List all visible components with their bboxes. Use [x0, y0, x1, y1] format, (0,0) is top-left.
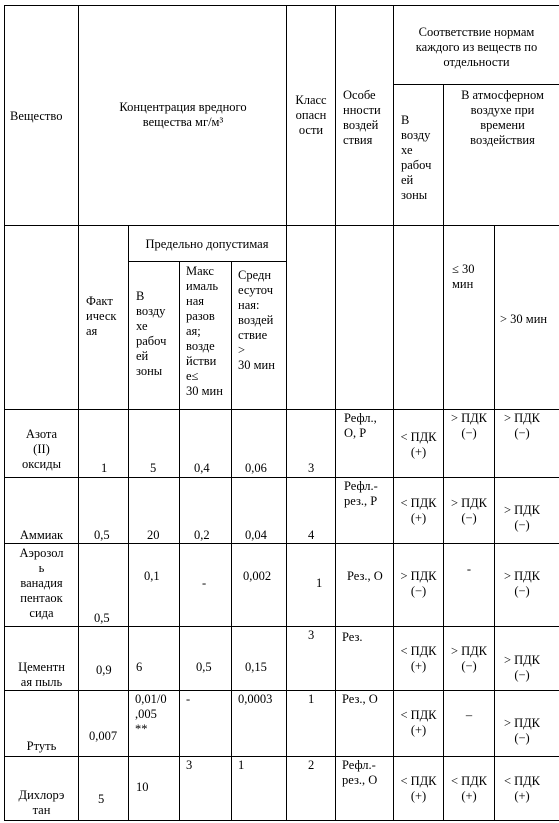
cell-compliance-gt30: > ПДК (−)	[503, 411, 541, 440]
row-line	[4, 409, 559, 410]
cell-max-single: 0,4	[194, 461, 210, 475]
header-pdk: Предельно допустимая	[145, 237, 269, 251]
cell-features: Рез.	[342, 630, 363, 644]
header-pdk-work-zone: В возду хе рабоч ей зоны	[136, 289, 167, 378]
cell-compliance-gt30: > ПДК (−)	[503, 716, 541, 745]
row-line	[4, 543, 559, 544]
cell-work-zone: 0,1	[144, 569, 160, 583]
cell-class: 1	[308, 692, 315, 706]
cell-substance: Аммиак	[19, 528, 64, 542]
cell-class: 3	[308, 461, 315, 475]
header-concentration: Концентрация вредного вещества мг/м³	[119, 100, 247, 129]
col-line	[78, 5, 79, 821]
col-line	[128, 225, 129, 821]
cell-max-single: 0,5	[196, 660, 212, 674]
cell-actual: 0,9	[96, 663, 112, 677]
cell-compliance-le30: –	[465, 708, 473, 722]
cell-compliance-le30: > ПДК (−)	[450, 644, 488, 673]
col-line	[179, 261, 180, 821]
cell-compliance-work: > ПДК (−)	[400, 569, 437, 598]
cell-compliance-le30: > ПДК (−)	[450, 496, 488, 525]
cell-compliance-gt30: > ПДК (−)	[503, 503, 541, 532]
cell-work-zone: 0,01/0 ,005 **	[135, 692, 167, 736]
cell-substance: Азота (II) оксиды	[21, 427, 61, 471]
header-le30: ≤ 30 мин	[452, 262, 475, 291]
table-border-top	[4, 5, 559, 6]
cell-class: 4	[308, 528, 315, 542]
cell-daily-avg: 0,04	[245, 528, 267, 542]
cell-actual: 0,5	[94, 528, 110, 542]
cell-compliance-work: < ПДК (+)	[400, 644, 437, 673]
cell-features: Рефл.- рез., О	[342, 758, 378, 787]
header-daily-avg: Средн есуточ ная: воздей ствие > 30 мин	[238, 268, 275, 372]
table-border-bottom	[4, 820, 559, 821]
cell-daily-avg: 0,06	[245, 461, 267, 475]
header-max-single: Макс ималь ная разов ая; возде йстви e≤ 30 мин	[186, 264, 223, 398]
cell-compliance-gt30: > ПДК (−)	[503, 653, 541, 682]
cell-actual: 0,5	[94, 611, 110, 625]
cell-daily-avg: 0,0003	[238, 692, 273, 706]
cell-compliance-work: < ПДК (+)	[400, 774, 437, 803]
cell-compliance-gt30: < ПДК (+)	[503, 774, 541, 803]
cell-compliance-le30: > ПДК (−)	[450, 411, 488, 440]
header-work-zone-air: В возду хе рабоч ей зоны	[401, 113, 432, 202]
row-line	[128, 261, 286, 262]
header-gt30: > 30 мин	[500, 312, 548, 326]
cell-features: Рефл.- рез., Р	[344, 479, 378, 508]
col-line	[231, 261, 232, 821]
col-line	[4, 5, 5, 821]
cell-work-zone: 20	[147, 528, 160, 542]
row-line	[4, 690, 559, 691]
cell-actual: 1	[101, 461, 108, 475]
row-line	[393, 84, 559, 85]
cell-features: Рез., О	[347, 569, 383, 583]
cell-class: 3	[308, 628, 315, 642]
cell-daily-avg: 0,15	[245, 660, 267, 674]
cell-class: 1	[316, 576, 323, 590]
header-compliance: Соответствие нормам каждого из веществ по отдельности	[415, 25, 538, 69]
cell-substance: Цементн ая пыль	[18, 660, 65, 689]
cell-class: 2	[308, 758, 315, 772]
cell-work-zone: 6	[136, 660, 143, 674]
row-line	[4, 225, 559, 226]
cell-max-single: 0,2	[194, 528, 210, 542]
cell-features: Рефл., О, Р	[344, 411, 377, 440]
cell-compliance-work: < ПДК (+)	[400, 430, 437, 459]
row-line	[4, 626, 559, 627]
cell-compliance-le30: -	[466, 562, 472, 576]
header-features: Особе нности воздей ствия	[343, 88, 381, 147]
cell-daily-avg: 1	[238, 758, 245, 772]
cell-max-single: -	[186, 692, 191, 706]
cell-max-single: -	[202, 576, 207, 590]
cell-substance: Ртуть	[26, 739, 57, 753]
cell-actual: 0,007	[89, 729, 118, 743]
row-line	[4, 756, 559, 757]
header-substance: Вещество	[10, 109, 63, 123]
cell-features: Рез., О	[342, 692, 378, 706]
col-line	[335, 5, 336, 821]
cell-substance: Дихлорэ тан	[18, 788, 65, 817]
cell-work-zone: 5	[150, 461, 157, 475]
cell-compliance-work: < ПДК (+)	[400, 496, 437, 525]
cell-compliance-work: < ПДК (+)	[400, 708, 437, 737]
header-atmo-air: В атмосферном воздухе при времени воздействия	[461, 88, 544, 147]
header-hazard-class: Класс опасн ости	[295, 93, 327, 137]
col-line	[393, 5, 394, 821]
cell-substance: Аэрозол ь ванадия пентаок сида	[19, 546, 64, 620]
cell-actual: 5	[98, 792, 105, 806]
row-line	[4, 477, 559, 478]
cell-daily-avg: 0,002	[243, 569, 272, 583]
cell-compliance-gt30: > ПДК (−)	[503, 569, 541, 598]
header-actual: Факт ическ ая	[86, 294, 117, 338]
cell-work-zone: 10	[136, 780, 149, 794]
cell-max-single: 3	[186, 758, 193, 772]
cell-compliance-le30: < ПДК (+)	[450, 774, 488, 803]
